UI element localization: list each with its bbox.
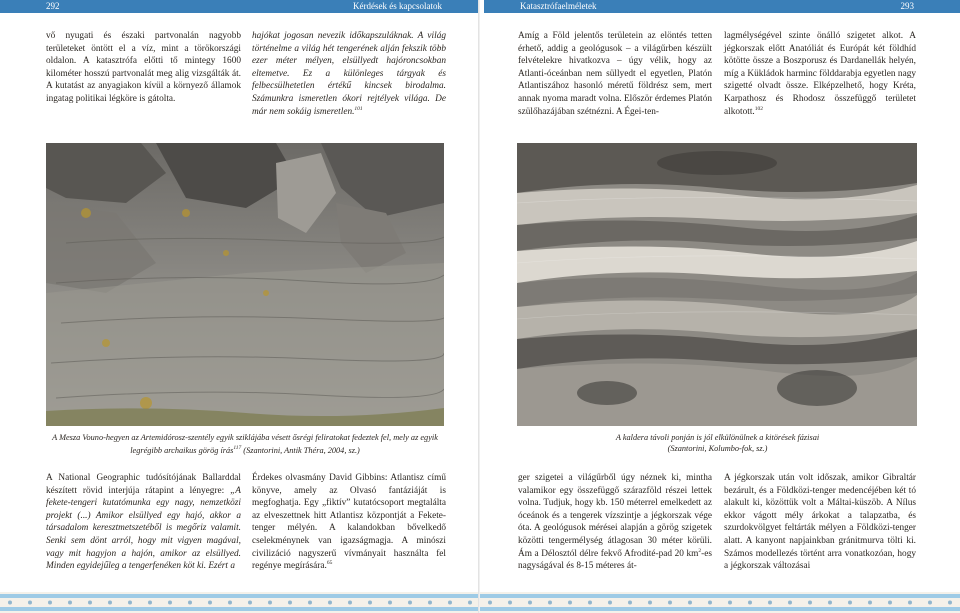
left-caption-line2: legrégibb archaikus görög írás — [130, 445, 234, 455]
right-col1-bottom-tail: -es nagyságával és 8-15 méteres át- — [518, 548, 712, 572]
superscript-2: 2 — [698, 547, 702, 554]
right-col1-bottom-text — [518, 472, 712, 573]
left-col1-top-text — [46, 30, 241, 106]
right-photo-caption — [540, 432, 895, 454]
left-col2-top-text — [252, 30, 446, 118]
left-decorative-footer — [0, 592, 480, 613]
left-col2-bottom-paragraph: Érdekes olvasmány David Gibbins: Atlantisz című könyve, amely az Olvasó fantáziáját is megfoghatja. Egy „fiktív” kutatócsoport megtalálta az elveszettnek hitt Atlantisz központját a Fekete-tenger mélyén. A kalandokban bővelkedő cselekménynek van igazságmagja. A minószi civilizáció nagyszerű vívmányait használta fel regénye megírására. — [252, 473, 446, 572]
right-col2-top-paragraph: lagmélységével szinte önálló szigetet alkot. A jégkorszak előtt Anatóliát és Európát két földhíd kötötte össze a Boszporusz és Dardanellák helyén, míg a Kükládok harminc földdarabja egyetlen nagy szigetté olvadt össze. Elképzelhető, hogy Kréta, Karpathosz és Rhodosz összefüggő területet alkotott. — [724, 31, 916, 117]
footnote-ref-117: 117 — [233, 445, 242, 451]
layered-caldera-rock-photo — [517, 143, 917, 426]
left-col1-bottom-quote: „A fekete-tengeri kutatómunka egy nagy, nemzetközi projekt (...) Amikor elsüllyed egy hajó, akkor a társadalom keresztmetszetéből is megőriz valamit. Senki sem dönt arról, hogy mit vigyen magával, vagy mit hagyjon a hajón, amikor az elsüllyed. Minden egyidejűleg a tengerfenéken köt ki. Ezért a — [46, 485, 241, 572]
footnote-ref-102: 102 — [754, 105, 763, 112]
left-photo-caption — [30, 432, 460, 456]
right-col2-top-text — [724, 30, 916, 118]
right-col1-top-paragraph: Amíg a Föld jelentős területein az elöntés tetten érhető, addig a geológusok – a világűrben készült felvételekre hivatkozva – úgy vélik, hogy az Atlanti-óceánban nem süllyedt el egyetlen, Platón Atlantiszához hasonló méretű földrész sem, mert annak nyoma maradt volna. Először érdemes Platón szülőhazájában szétnézni. A Égei-ten- — [518, 31, 712, 117]
inscribed-rock-photo — [46, 143, 444, 426]
left-caption-source: (Szantorini, Antik Théra, 2004, sz.) — [241, 445, 360, 455]
footnote-ref-65: 65 — [326, 560, 333, 567]
footnote-ref-101: 101 — [354, 105, 363, 112]
page-number-right: 293 — [900, 1, 914, 11]
left-col1-top-paragraph: vő nyugati és északi partvonalán nagyobb területeket öntött el a víz, mint a törökországi oldalon. A katasztrófa előtti tő mintegy 1600 kilométer hosszú partvonalát meg alig vizsgálták át. A kutatást az anyagiakon kívül a környező államok ingatag politikai légköre is gátolta. — [46, 31, 241, 104]
running-title-right: Katasztrófaelméletek — [520, 1, 597, 11]
right-col2-bottom-text — [724, 472, 916, 573]
page-number-left: 292 — [46, 1, 60, 11]
right-caption-line1: A kaldera távoli ponján is jól elkülönülnek a kitörések fázisai — [615, 433, 820, 442]
right-caption-line2: (Szantorini, Kolumbo-fok, sz.) — [667, 444, 768, 453]
right-col1-bottom-paragraph: ger szigetei a világűrből úgy néznek ki, mintha valamikor egy összefüggő szárazföld részei lettek volna. Tudjuk, hogy kb. 150 méterrel emelkedett az óceánok és a tengerek vízszintje a jégkorszak vége óta. A geológusok mérései alapján a görög szigetek közötti tengermélység átlagosan 30 méter körüli. Ám a Délosztól délre fekvő Afrodité-pad 20 km — [518, 473, 712, 559]
left-col2-bottom-text — [252, 472, 446, 573]
left-col2-top-paragraph: hajókat jogosan nevezik időkapszuláknak. A világ történelme a világ hét tengerének alján fekszik több ezer méter mélyen, elsüllyedt hajóroncsokban eltemetve. Ez a különleges tárgyak és felbecsülhetetlen értékű kincsek birodalma. Számunkra ismeretlen ókori rejtélyek világa. De már nem sokáig ismeretlen. — [252, 31, 446, 117]
right-col2-bottom-paragraph: A jégkorszak után volt időszak, amikor Gibraltár bezárult, és a Földközi-tenger medencéjében két tó alakult ki, közöttük volt a Máltai-küszöb. A Nílus ekkor vágott mély árkokat a talapzatba, és szurdokvölgyet feltárták mélyen a Földközi-tenger alatt. A kanyont napjainkban gránitmurva tölti ki. Számos modellezés történt arra vonatkozóan, hogy a jégkorszak változásai — [724, 473, 916, 572]
left-col1-bottom-text — [46, 472, 241, 573]
right-col1-top-text — [518, 30, 712, 118]
right-header-bar — [484, 0, 960, 13]
left-caption-line1: A Mesza Vouno-hegyen az Artemidórosz-szentély egyik sziklájába vésett ősrégi feliratokat fedeztek fel, mely az egyik — [52, 433, 438, 442]
left-col1-bottom-intro: A National Geographic tudósítójának Ballarddal készített rövid interjúja rátapint a lényegre: — [46, 473, 241, 496]
left-header-bar — [0, 0, 478, 13]
right-page — [480, 0, 960, 613]
right-decorative-footer — [480, 592, 960, 613]
running-title-left: Kérdések és kapcsolatok — [353, 1, 442, 11]
